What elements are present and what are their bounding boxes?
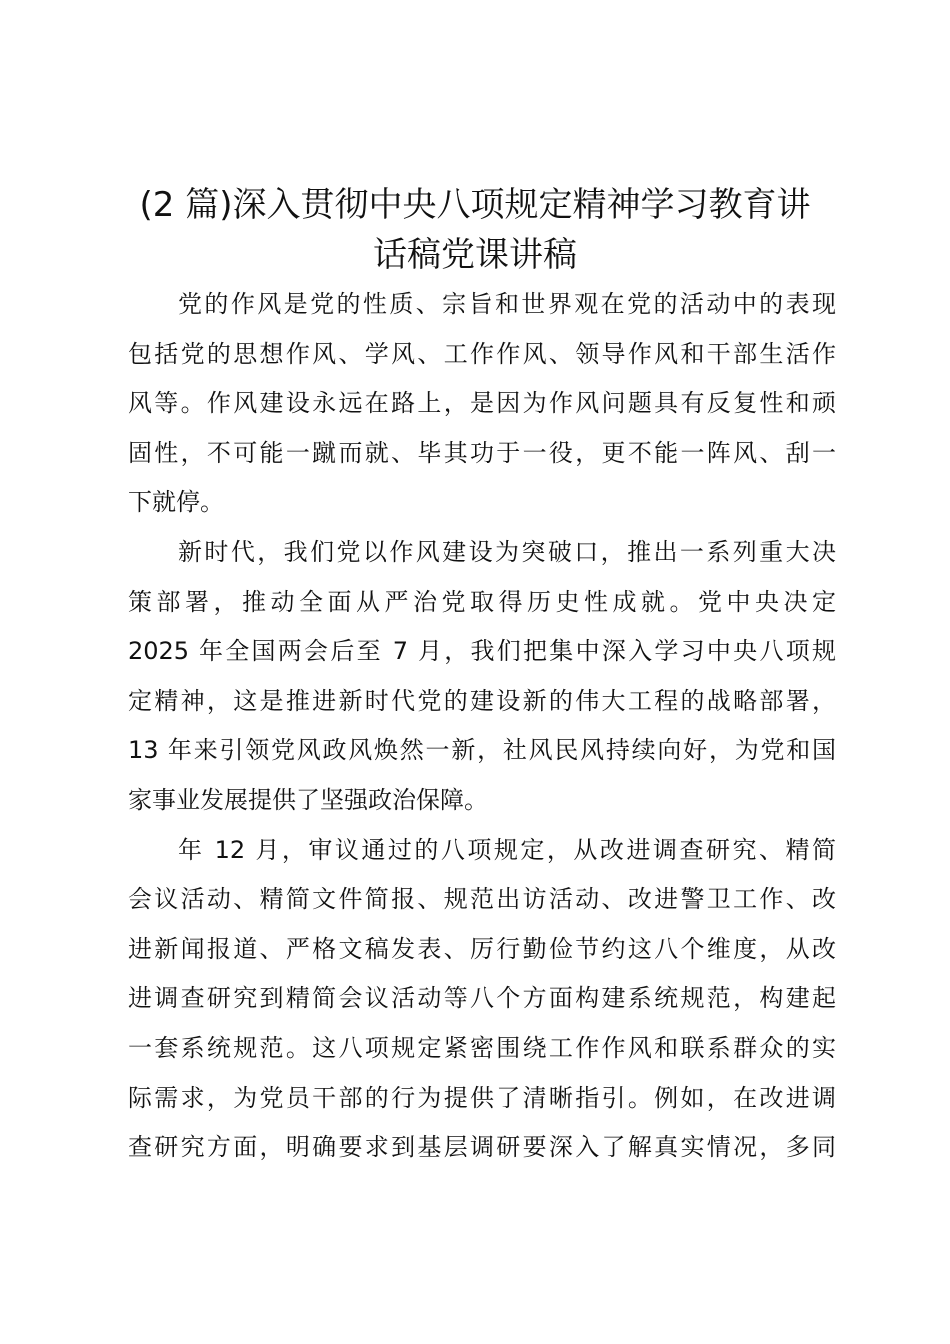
text-line: 会议活动、精简文件简报、规范出访活动、改进警卫工作、改 — [128, 885, 836, 914]
text-line: 际需求，为党员干部的行为提供了清晰指引。例如，在改进调 — [128, 1083, 836, 1112]
title-line-1: (2 篇)深入贯彻中央八项规定精神学习教育讲 — [139, 185, 811, 225]
title-line-2: 话稿党课讲稿 — [373, 234, 577, 275]
paragraph-2 — [128, 528, 836, 826]
text-line: 进调查研究到精简会议活动等八个方面构建系统规范，构建起 — [128, 984, 836, 1013]
text-line: 风等。作风建设永远在路上，是因为作风问题具有反复性和顽 — [128, 389, 836, 418]
text-line: 党的作风是党的性质、宗旨和世界观在党的活动中的表现 — [178, 290, 836, 318]
text-line: 进新闻报道、严格文稿发表、厉行勤俭节约这八个维度，从改 — [128, 934, 836, 963]
text-line: 2025 年全国两会后至 7 月，我们把集中深入学习中央八项规 — [128, 637, 836, 666]
document-title — [100, 180, 850, 279]
document-body — [128, 280, 836, 1173]
paragraph-1 — [128, 280, 836, 528]
text-line: 查研究方面，明确要求到基层调研要深入了解真实情况，多同 — [128, 1133, 836, 1162]
paragraph-3 — [128, 826, 836, 1173]
text-line: 固性，不可能一蹴而就、毕其功于一役，更不能一阵风、刮一 — [128, 438, 836, 467]
text-line: 13 年来引领党风政风焕然一新，社风民风持续向好，为党和国 — [128, 736, 836, 765]
text-line: 年 12 月，审议通过的八项规定，从改进调查研究、精简 — [178, 835, 836, 864]
text-line: 包括党的思想作风、学风、工作作风、领导作风和干部生活作 — [128, 339, 836, 368]
text-line: 新时代，我们党以作风建设为突破口，推出一系列重大决 — [178, 537, 836, 566]
text-line: 策部署，推动全面从严治党取得历史性成就。党中央决定 — [128, 587, 836, 616]
text-line: 下就停。 — [128, 488, 224, 517]
text-line: 一套系统规范。这八项规定紧密围绕工作作风和联系群众的实 — [128, 1033, 836, 1062]
text-line: 定精神，这是推进新时代党的建设新的伟大工程的战略部署， — [128, 686, 836, 715]
text-line: 家事业发展提供了坚强政治保障。 — [128, 785, 488, 814]
